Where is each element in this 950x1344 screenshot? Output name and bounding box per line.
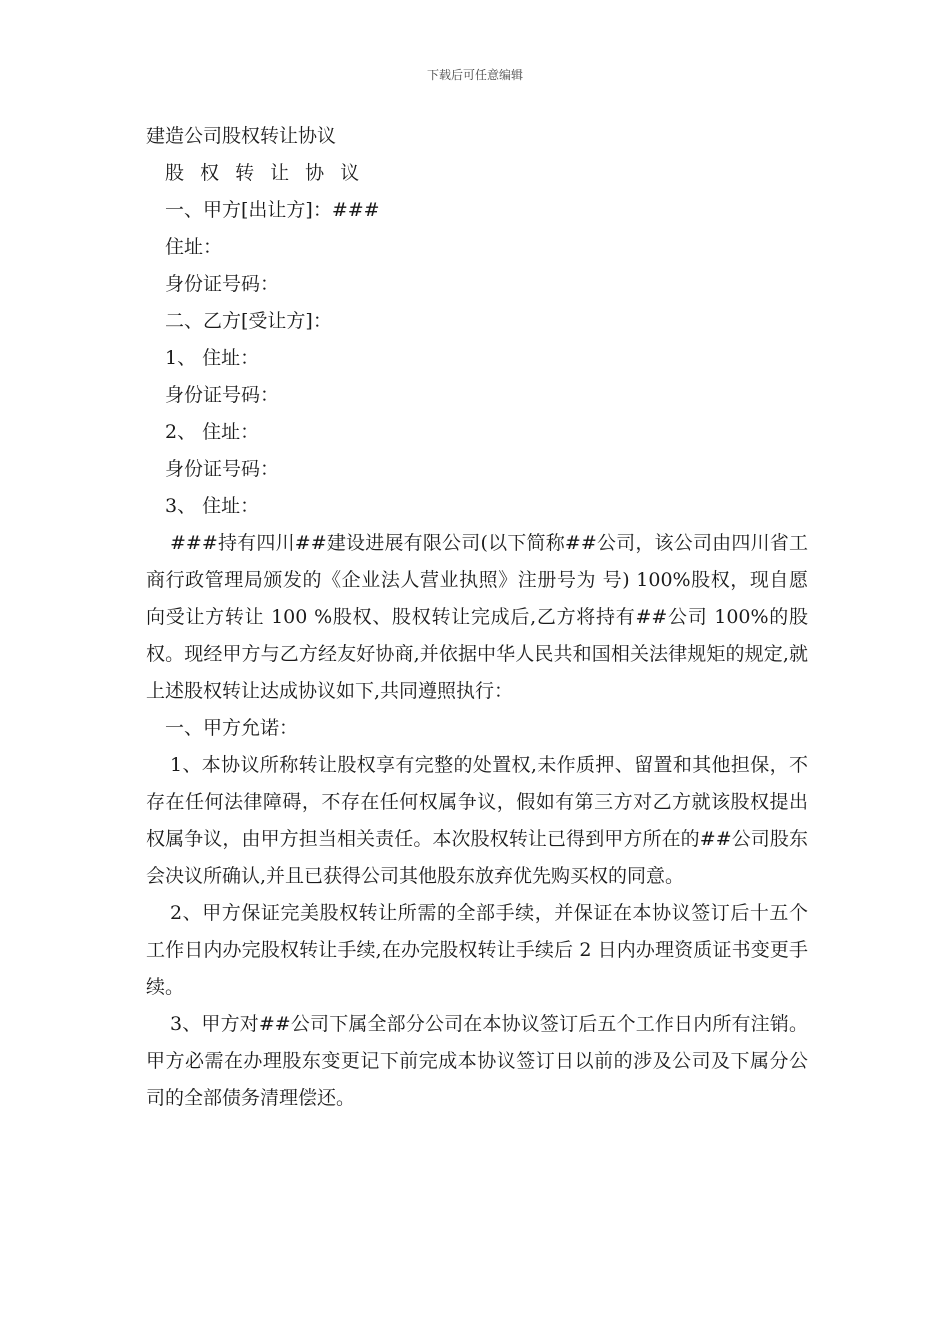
party-b-item1-address: 1、 住址： — [165, 347, 260, 369]
party-b-item1-id: 身份证号码： — [165, 384, 280, 406]
party-a-heading: 一、甲方[出让方]：### — [165, 199, 380, 221]
main-title: 建造公司股权转让协议 — [146, 125, 337, 147]
sub-title: 股 权 转 让 协 议 — [165, 162, 365, 184]
clause-1: 1、本协议所称转让股权享有完整的处置权,未作质押、留置和其他担保，不存在任何法律障碍，不存在任何权属争议，假如有第三方对乙方就该股权提出权属争议，由甲方担当相关责任。本次股权转让已得到甲方所在的##公司股东会决议所确认,并且已获得公司其他股东放弃优先购买权的同意。 — [146, 754, 808, 887]
clause-2: 2、甲方保证完美股权转让所需的全部手续，并保证在本协议签订后十五个工作日内办完股权转让手续,在办完股权转让手续后 2 日内办理资质证书变更手续。 — [146, 902, 808, 998]
document-body — [146, 118, 808, 1117]
section1-heading: 一、甲方允诺： — [165, 717, 299, 739]
party-b-heading: 二、乙方[受让方]： — [165, 310, 332, 332]
intro-paragraph: ###持有四川##建设进展有限公司(以下简称##公司，该公司由四川省工商行政管理局颁发的《企业法人营业执照》注册号为 号) 100%股权，现自愿向受让方转让 100 %股权、股权转让完成后,乙方将持有##公司 100%的股权。现经甲方与乙方经友好协商,并依据中华人民共和国相关法律规矩的规定,就上述股权转让达成协议如下,共同遵照执行： — [146, 532, 808, 702]
party-b-item3-address: 3、 住址： — [165, 495, 260, 517]
party-b-item2-address: 2、 住址： — [165, 421, 260, 443]
party-b-item2-id: 身份证号码： — [165, 458, 280, 480]
party-a-address: 住址： — [165, 236, 223, 258]
party-a-id: 身份证号码： — [165, 273, 280, 295]
clause-3: 3、甲方对##公司下属全部分公司在本协议签订后五个工作日内所有注销。甲方必需在办理股东变更记下前完成本协议签订日以前的涉及公司及下属分公司的全部债务清理偿还。 — [146, 1013, 808, 1109]
page-header-note: 下载后可任意编辑 — [426, 68, 523, 82]
